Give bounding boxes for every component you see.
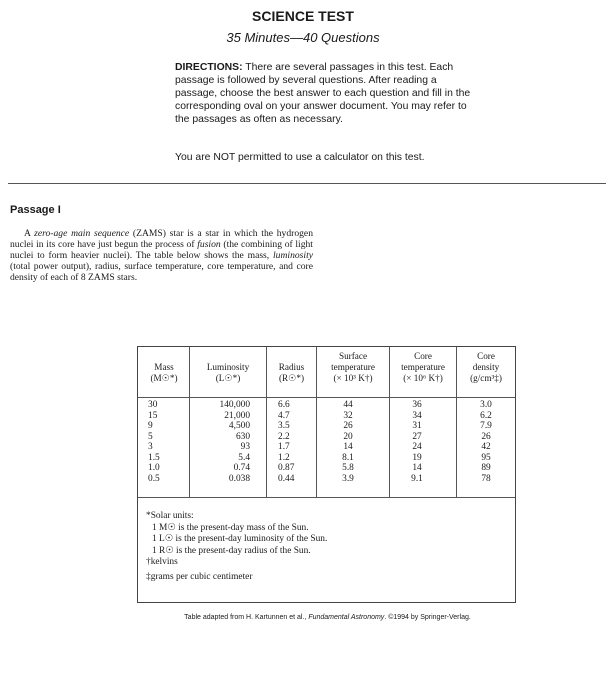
table-cell: 27	[412, 431, 422, 442]
page-title: SCIENCE TEST	[252, 8, 354, 24]
passage-text-part: A	[24, 228, 35, 239]
table-cell: 9.1	[411, 473, 423, 484]
passage-text-part: (total power output), radius, surface temperature, core temperature, and core density of each of 8 ZAMS stars.	[10, 261, 313, 284]
table-cell: 3.9	[342, 473, 354, 484]
footnote: ‡grams per cubic centimeter	[146, 571, 253, 582]
passage-term: fusion	[197, 239, 221, 251]
table-footnote-rule	[138, 497, 515, 498]
source-title: Fundamental Astronomy	[308, 614, 385, 621]
table-cell: 6.2	[480, 410, 492, 421]
table-cell: 1.2	[278, 452, 290, 463]
table-header-rule	[138, 397, 515, 398]
table-cell: 9	[148, 421, 153, 431]
header-surface-temperature: Surface temperature (× 10³ K†)	[331, 351, 375, 383]
table-cell: 15	[148, 410, 158, 421]
table-cell: 19	[412, 452, 422, 463]
table-cell: 1.7	[278, 442, 290, 452]
table-cell: 0.74	[233, 463, 250, 473]
table-cell: 31	[412, 421, 422, 431]
table-cell: 1.5	[148, 452, 160, 463]
header-luminosity: Luminosity (L☉*)	[206, 362, 250, 383]
table-cell: 0.44	[278, 473, 295, 484]
table-cell: 3.0	[480, 400, 492, 410]
footnote: 1 L☉ is the present-day luminosity of the Sun.	[152, 534, 328, 545]
column-luminosity	[190, 400, 250, 484]
directions-text: There are several passages in this test. Each passage is followed by several questions. After reading a passage, choose the best answer to each question and fill in the corresponding oval on your answer document. You may refer to the passages as often as necessary.	[175, 62, 471, 125]
table-cell: 20	[343, 431, 353, 442]
passage-term: luminosity	[273, 250, 313, 262]
table-cell: 89	[481, 463, 491, 473]
table-cell: 93	[240, 442, 250, 452]
directions-label: DIRECTIONS:	[175, 62, 243, 73]
table-cell: 2.2	[278, 431, 290, 442]
header-core-density: Core density (g/cm³‡)	[470, 351, 502, 383]
passage-text-part: (ZAMS) star is a star in which the hydrogen nuclei in its core have just begun the process of	[10, 228, 313, 251]
passage-text	[10, 228, 313, 283]
table-cell: 3	[148, 442, 153, 452]
section-divider	[8, 183, 606, 184]
table-cell: 630	[235, 431, 250, 442]
table-cell: 78	[481, 473, 491, 484]
column-mass	[148, 400, 170, 484]
table-footnotes	[146, 511, 327, 584]
table-cell: 5.8	[342, 463, 354, 473]
table-cell: 4,500	[228, 421, 250, 431]
table-cell: 26	[343, 421, 353, 431]
table-cell: 14	[343, 442, 353, 452]
table-cell: 6.6	[278, 400, 290, 410]
table-cell: 32	[343, 410, 353, 421]
column-core-density	[474, 400, 498, 484]
column-radius	[278, 400, 308, 484]
passage-text-part: (the combining of light nuclei to form heavier nuclei). The table below shows the mass,	[10, 239, 313, 262]
table-cell: 30	[148, 400, 158, 410]
calculator-note: You are NOT permitted to use a calculator on this test.	[175, 152, 425, 163]
footnote: *Solar units:	[146, 511, 194, 521]
table-cell: 140,000	[219, 400, 250, 410]
table-cell: 5	[148, 431, 153, 442]
table-cell: 26	[481, 431, 491, 442]
column-surface-temperature	[336, 400, 360, 484]
table-cell: 0.87	[278, 463, 295, 473]
passage-heading: Passage I	[10, 204, 61, 216]
table-cell: 36	[412, 400, 422, 410]
table-cell: 7.9	[480, 421, 492, 431]
table-cell: 44	[343, 400, 353, 410]
table-cell: 4.7	[278, 410, 290, 421]
table-cell: 24	[412, 442, 422, 452]
header-mass: Mass (M☉*)	[150, 362, 178, 383]
header-core-temperature: Core temperature (× 10⁶ K†)	[401, 351, 445, 383]
passage-term: zero-age main sequence	[34, 228, 130, 239]
table-cell: 14	[412, 463, 422, 473]
table-cell: 0.038	[228, 473, 250, 484]
table-cell: 3.5	[278, 421, 290, 431]
table-cell: 5.4	[238, 452, 250, 463]
table-cell: 95	[481, 452, 491, 463]
table-cell: 0.5	[148, 473, 160, 484]
directions-block	[175, 62, 480, 127]
footnote: 1 R☉ is the present-day radius of the Sun.	[152, 545, 311, 556]
page-subtitle: 35 Minutes—40 Questions	[226, 30, 380, 45]
table-cell: 8.1	[342, 452, 354, 463]
table-cell: 1.0	[148, 463, 160, 473]
footnote: 1 M☉ is the present-day mass of the Sun.	[152, 522, 309, 533]
table-cell: 34	[412, 410, 422, 421]
table-cell: 21,000	[224, 410, 250, 421]
source-credit: Table adapted from H. Kartunnen et al., Fundamental Astronomy. ©1994 by Springer-Verlag.	[184, 614, 471, 621]
column-core-temperature	[405, 400, 429, 484]
table-cell: 42	[481, 442, 491, 452]
header-radius: Radius (R☉*)	[278, 362, 305, 383]
footnote: †kelvins	[146, 557, 178, 568]
